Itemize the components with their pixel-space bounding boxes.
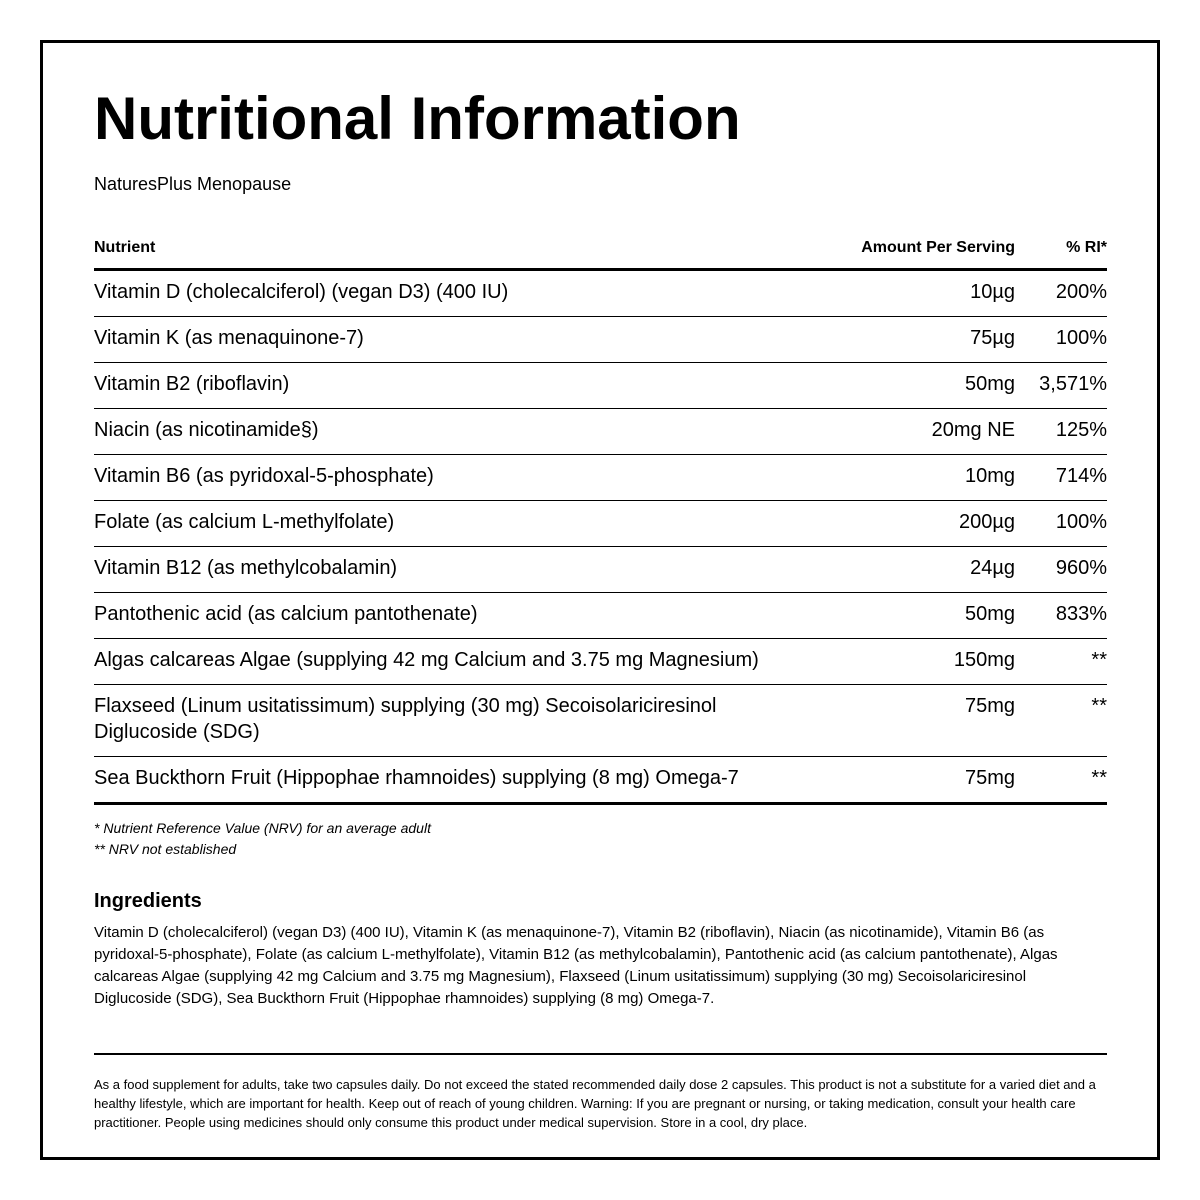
- nutrient-name: Flaxseed (Linum usitatissimum) supplying (30 mg) Secoisolariciresinol Diglucoside (SDG): [94, 685, 854, 757]
- header-amount: Amount Per Serving: [854, 218, 1015, 270]
- nutrient-amount: 50mg: [854, 593, 1015, 639]
- ingredients-heading: Ingredients: [94, 890, 202, 912]
- nutrient-ri: 3,571%: [1015, 363, 1107, 409]
- nutrient-ri: **: [1015, 757, 1107, 804]
- nutrient-ri: 125%: [1015, 409, 1107, 455]
- disclaimer-text: As a food supplement for adults, take two capsules daily. Do not exceed the stated recommended daily dose 2 capsules. This product is not a substitute for a varied diet and a healthy lifestyle, which are important for health. Keep out of reach of young children. Warning: If you are pregnant or nursing, or taking medication, consult your health care practitioner. People using medicines should only consume this product under medical supervision. Store in a cool, dry place.: [94, 1077, 1096, 1130]
- table-row: [94, 685, 1107, 757]
- footnote-nrv-not-established: ** NRV not established: [94, 841, 237, 857]
- nutrient-ri: 200%: [1015, 270, 1107, 317]
- table-row: [94, 455, 1107, 501]
- table-row: [94, 317, 1107, 363]
- table-row: [94, 639, 1107, 685]
- nutrient-name: Algas calcareas Algae (supplying 42 mg Calcium and 3.75 mg Magnesium): [94, 639, 854, 685]
- nutrient-name: Folate (as calcium L-methylfolate): [94, 501, 854, 547]
- nutrient-amount: 150mg: [854, 639, 1015, 685]
- table-row: [94, 547, 1107, 593]
- ingredients-text: Vitamin D (cholecalciferol) (vegan D3) (400 IU), Vitamin K (as menaquinone-7), Vitamin B2 (riboflavin), Niacin (as nicotinamide), Vitamin B6 (as pyridoxal-5-phosphate), Folate (as calcium L-methylfolate), Vitamin B12 (as methylcobalamin), Pantothenic acid (as calcium pantothenate), Algas calcareas Algae (supplying 42 mg Calcium and 3.75 mg Magnesium), Flaxseed (Linum usitatissimum) supplying (30 mg) Secoisolariciresinol Diglucoside (SDG), Sea Buckthorn Fruit (Hippophae rhamnoides) supplying (8 mg) Omega-7.: [94, 924, 1058, 1007]
- label-frame: [40, 40, 1160, 1160]
- nutrient-name: Niacin (as nicotinamide§): [94, 409, 854, 455]
- nutrient-name: Vitamin K (as menaquinone-7): [94, 317, 854, 363]
- nutrient-ri: 960%: [1015, 547, 1107, 593]
- table-row: [94, 593, 1107, 639]
- nutrient-name: Vitamin B6 (as pyridoxal-5-phosphate): [94, 455, 854, 501]
- nutrient-name: Sea Buckthorn Fruit (Hippophae rhamnoides) supplying (8 mg) Omega-7: [94, 757, 854, 804]
- footnotes: [94, 818, 1107, 860]
- label-content: [94, 87, 1107, 1132]
- nutrient-ri: 100%: [1015, 501, 1107, 547]
- nutrient-amount: 50mg: [854, 363, 1015, 409]
- nutrient-amount: 75mg: [854, 757, 1015, 804]
- nutrient-name: Vitamin B12 (as methylcobalamin): [94, 547, 854, 593]
- table-row: [94, 270, 1107, 317]
- table-row: [94, 363, 1107, 409]
- header-ri: % RI*: [1015, 218, 1107, 270]
- nutrient-name: Vitamin B2 (riboflavin): [94, 363, 854, 409]
- nutrient-amount: 75µg: [854, 317, 1015, 363]
- header-nutrient: Nutrient: [94, 218, 854, 270]
- nutrient-amount: 20mg NE: [854, 409, 1015, 455]
- nutrient-ri: **: [1015, 639, 1107, 685]
- nutrient-amount: 10µg: [854, 270, 1015, 317]
- page-title: Nutritional Information: [94, 85, 741, 152]
- nutrient-name: Pantothenic acid (as calcium pantothenate): [94, 593, 854, 639]
- nutrient-amount: 24µg: [854, 547, 1015, 593]
- nutrient-ri: 714%: [1015, 455, 1107, 501]
- table-row: [94, 501, 1107, 547]
- table-row: [94, 409, 1107, 455]
- nutrient-amount: 200µg: [854, 501, 1015, 547]
- product-name: NaturesPlus Menopause: [94, 174, 292, 194]
- nutrient-amount: 10mg: [854, 455, 1015, 501]
- nutrient-name: Vitamin D (cholecalciferol) (vegan D3) (400 IU): [94, 270, 854, 317]
- nutrition-table: [94, 218, 1107, 805]
- table-row: [94, 757, 1107, 804]
- nutrient-ri: 833%: [1015, 593, 1107, 639]
- nutrient-ri: **: [1015, 685, 1107, 757]
- footnote-nrv: * Nutrient Reference Value (NRV) for an average adult: [94, 820, 431, 836]
- section-divider: [94, 1053, 1107, 1055]
- nutrient-ri: 100%: [1015, 317, 1107, 363]
- nutrient-amount: 75mg: [854, 685, 1015, 757]
- table-header-row: [94, 218, 1107, 270]
